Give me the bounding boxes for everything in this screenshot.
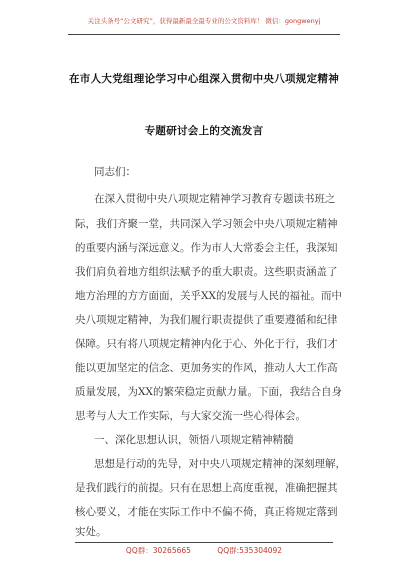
footer-qq-2: QQ群:535304092 bbox=[217, 546, 283, 555]
body-line: 际，我们齐聚一堂，共同深入学习领会中央八项规定精神 bbox=[75, 218, 338, 230]
body-line: 保障。只有将八项规定精神内化于心、外化于行，我们才 bbox=[75, 338, 338, 350]
footer-contacts bbox=[0, 545, 408, 556]
salutation: 同志们： bbox=[94, 166, 136, 178]
body-line: 在深入贯彻中央八项规定精神学习教育专题读书班之 bbox=[94, 193, 336, 205]
header-banner: 关注头条号“公文研究”，获得最新最全最专业的公文资料库！ 微信：gongwenyj bbox=[87, 17, 321, 25]
footer-divider bbox=[75, 542, 333, 543]
body-line: 央八项规定精神，为我们履行职责提供了重要遵循和纪律 bbox=[75, 314, 338, 326]
body-line: 能以更加坚定的信念、更加务实的作风，推动人大工作高 bbox=[75, 362, 338, 374]
body-line: 的重要内涵与深远意义。作为市人大常委会主任，我深知 bbox=[75, 242, 338, 254]
body-line: 实处。 bbox=[75, 526, 107, 538]
footer-qq-1: QQ群：30265665 bbox=[125, 546, 191, 555]
body-line: 思想是行动的先导，对中央八项规定精神的深刻理解， bbox=[94, 458, 346, 470]
body-line: 地方治理的方方面面，关乎XX的发展与人民的福祉。而中 bbox=[75, 290, 342, 302]
document-title-line-1: 在市人大党组理论学习中心组深入贯彻中央八项规定精神 bbox=[69, 73, 339, 85]
document-title-line-2: 专题研讨会上的交流发言 bbox=[144, 125, 264, 137]
body-line: 我们肩负着地方组织法赋予的重大职责。这些职责涵盖了 bbox=[75, 266, 338, 278]
body-line: 思考与人大工作实际，与大家交流一些心得体会。 bbox=[75, 410, 306, 422]
section-heading: 一、深化思想认识，领悟八项规定精神精髓 bbox=[94, 434, 294, 446]
header-divider bbox=[68, 34, 340, 35]
body-line: 核心要义，才能在实际工作中不偏不倚，真正将规定落到 bbox=[75, 506, 338, 518]
body-line: 质量发展，为XX的繁荣稳定贡献力量。下面，我结合自身 bbox=[75, 386, 342, 398]
body-line: 是我们践行的前提。只有在思想上高度重视，准确把握其 bbox=[75, 482, 338, 494]
